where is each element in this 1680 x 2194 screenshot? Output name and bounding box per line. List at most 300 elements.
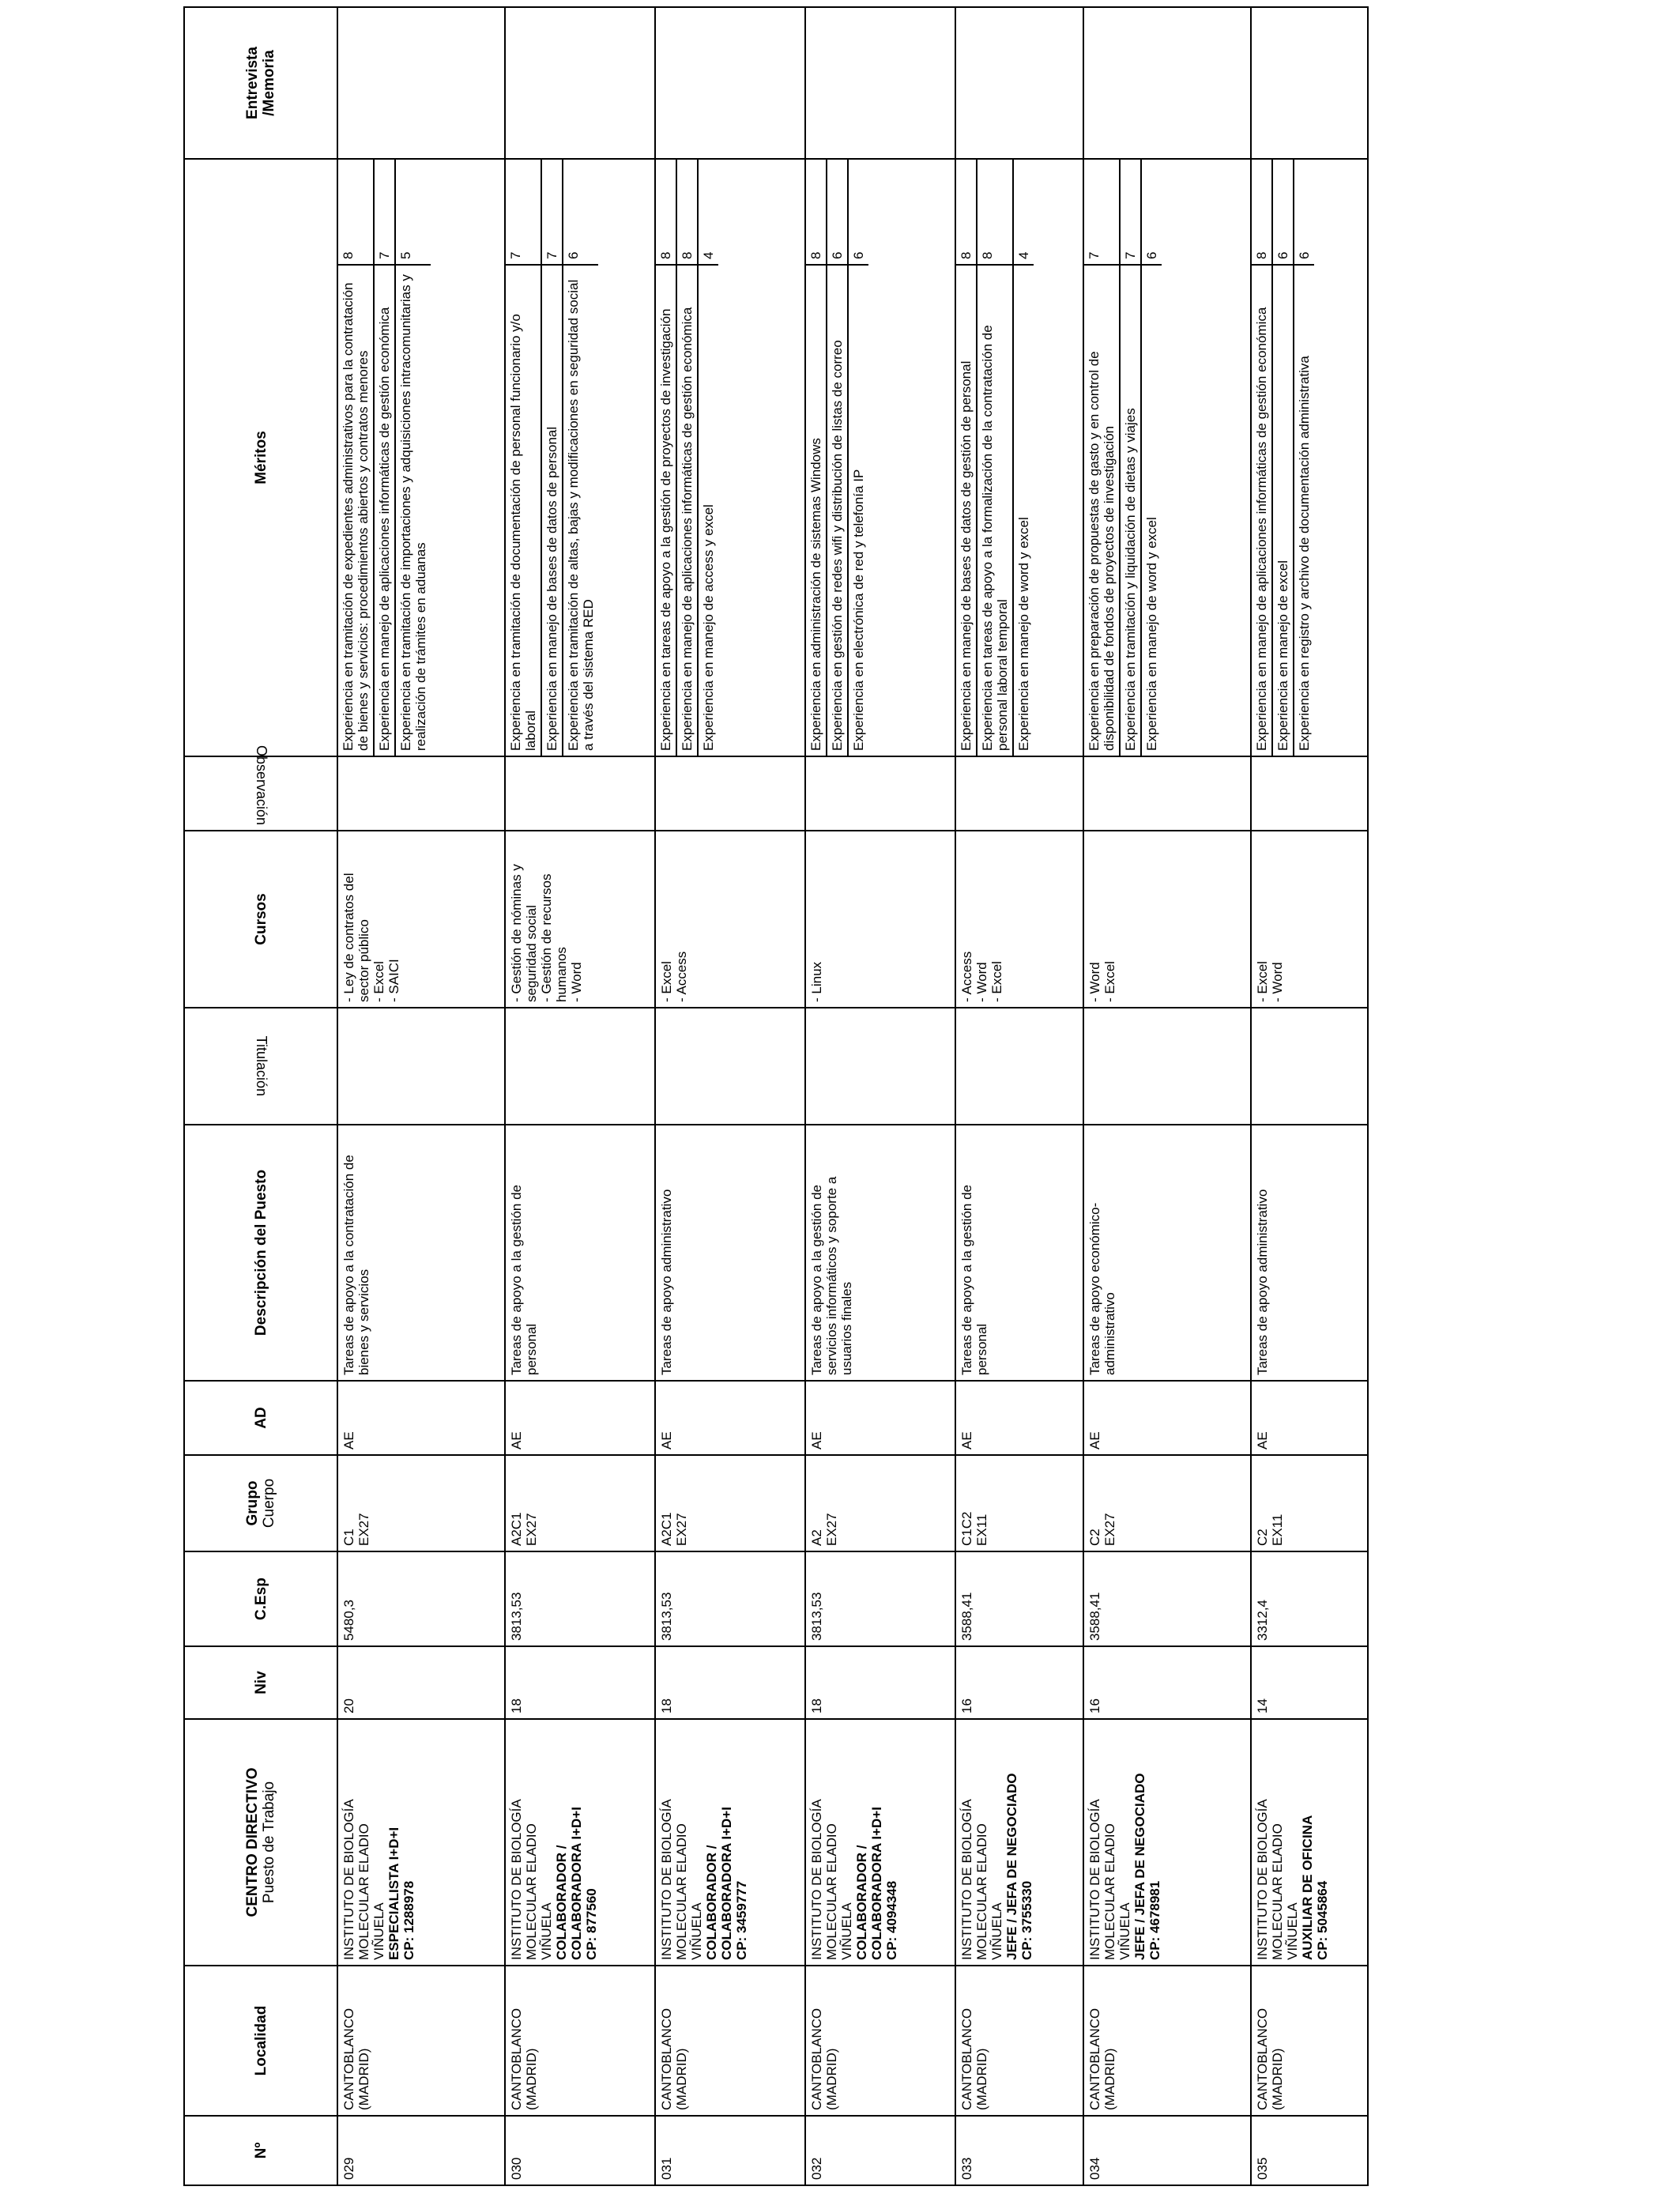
puesto-line: ESPECIALISTA I+D+I [386,1826,401,1960]
merit-text: Experiencia en manejo de access y excel [699,264,718,756]
localidad-line: (MADRID) [1270,2048,1285,2110]
cell-ad [1251,1381,1368,1455]
merit-score: 4 [1016,251,1031,259]
grupo-value: A2C1 [509,1512,524,1546]
ad-value: AE [809,1431,824,1449]
descripcion-text: Tareas de apoyo a la gestión de personal [959,1184,989,1375]
cell-cesp [805,1551,955,1646]
cell-cursos [805,831,955,1008]
puesto-line: CP: 3459777 [734,1880,749,1960]
cell-meritos [1251,159,1368,756]
ad-value: AE [509,1431,524,1449]
cell-descripcion [655,1125,805,1381]
cell-niv [337,1646,505,1719]
cell-centro [1251,1719,1368,1966]
cesp-value: 3312,4 [1255,1600,1270,1641]
merit-score: 6 [1297,251,1312,259]
merit-item [1014,160,1034,756]
cell-ad [1083,1381,1251,1455]
cell-num [805,2116,955,2185]
cell-descripcion [1083,1125,1251,1381]
header-cuerpo-label: Cuerpo [261,1478,277,1529]
centro-line: MOLECULAR ELADIO [974,1823,989,1960]
merit-score: 7 [1123,251,1138,259]
cell-observacion [955,756,1083,831]
descripcion-text: Tareas de apoyo administrativo [1255,1189,1270,1375]
centro-line: VIÑUELA [539,1902,554,1960]
cell-num [1083,2116,1251,2185]
row-number: 032 [809,2157,824,2180]
cell-grupo [1083,1455,1251,1551]
merit-text: Experiencia en manejo de excel [1273,264,1293,756]
row-number: 035 [1255,2157,1270,2180]
centro-line: MOLECULAR ELADIO [674,1823,689,1960]
merit-item [977,160,1014,756]
curso-line: - Gestión de recursos humanos [539,873,569,1002]
cell-localidad [955,1966,1083,2116]
puesto-line: CP: 877560 [584,1888,599,1960]
cell-observacion [655,756,805,831]
niv-value: 14 [1255,1698,1270,1713]
ad-value: AE [659,1431,674,1449]
cuerpo-value: EX27 [524,1513,539,1546]
merit-text: Experiencia en manejo de bases de datos de gestión de personal [956,264,976,756]
cell-centro [1083,1719,1251,1966]
curso-line: - Access [959,951,974,1002]
merit-item [806,160,827,756]
cesp-value: 3588,41 [959,1592,974,1641]
cell-niv [655,1646,805,1719]
header-cursos: Cursos [184,831,337,1008]
cesp-value: 3588,41 [1087,1592,1102,1641]
centro-line: INSTITUTO DE BIOLOGÍA [341,1799,356,1960]
cell-ad [955,1381,1083,1455]
header-grupo [184,1455,337,1551]
localidad-line: CANTOBLANCO [659,2007,674,2110]
centro-line: MOLECULAR ELADIO [1102,1823,1117,1960]
niv-value: 16 [1087,1698,1102,1713]
localidad-line: (MADRID) [524,2048,539,2110]
curso-line: - Access [674,951,689,1002]
header-ad: AD [184,1381,337,1455]
puesto-line: CP: 3755330 [1019,1880,1034,1960]
grupo-value: C2 [1255,1529,1270,1546]
curso-line: - Ley de contratos del sector público [341,873,371,1002]
cell-centro [655,1719,805,1966]
cell-entrevista [955,7,1083,159]
cell-cursos [505,831,655,1008]
cell-ad [805,1381,955,1455]
cuerpo-value: EX27 [1102,1513,1117,1546]
descripcion-text: Tareas de apoyo a la gestión de servicios informáticos y soporte a usuarios finales [809,1176,854,1375]
localidad-line: (MADRID) [356,2048,371,2110]
merit-item [1121,160,1142,756]
rotated-table-container [183,8,1330,2186]
localidad-line: (MADRID) [824,2048,839,2110]
cell-cesp [1251,1551,1368,1646]
curso-line: - Linux [809,961,824,1002]
centro-line: MOLECULAR ELADIO [524,1823,539,1960]
merit-item [699,160,718,756]
cell-entrevista [805,7,955,159]
cell-titulacion [1251,1008,1368,1125]
header-descripcion: Descripción del Puesto [184,1125,337,1381]
localidad-line: (MADRID) [974,2048,989,2110]
curso-line: - Gestión de nóminas y seguridad social [509,864,539,1002]
cell-observacion [337,756,505,831]
merit-item [1252,160,1273,756]
merit-text: Experiencia en tramitación de altas, bajas y modificaciones en seguridad social a través del sistema RED [563,264,598,756]
cell-localidad [1083,1966,1251,2116]
merit-score: 8 [658,251,673,259]
merit-score: 8 [1254,251,1269,259]
header-num: Nº [184,2116,337,2185]
row-number: 029 [341,2157,356,2180]
cell-meritos [1083,159,1251,756]
merit-score: 7 [508,251,523,259]
puesto-line: JEFE / JEFA DE NEGOCIADO [1004,1773,1019,1960]
header-centro [184,1719,337,1966]
cell-grupo [955,1455,1083,1551]
merit-item [656,160,677,756]
merit-text: Experiencia en gestión de redes wifi y distribución de listas de correo [827,264,847,756]
grupo-value: C1C2 [959,1511,974,1546]
merit-score: 8 [959,251,974,259]
cell-meritos [337,159,505,756]
cell-num [505,2116,655,2185]
localidad-line: CANTOBLANCO [809,2007,824,2110]
cuerpo-value: EX11 [1270,1514,1285,1546]
merit-item [1273,160,1294,756]
puesto-line: COLABORADORA I+D+I [719,1807,734,1960]
cell-ad [655,1381,805,1455]
merit-score: 4 [701,251,716,259]
cell-titulacion [1083,1008,1251,1125]
merit-item [956,160,977,756]
cell-descripcion [955,1125,1083,1381]
puesto-line: AUXILIAR DE OFICINA [1300,1815,1315,1960]
merit-text: Experiencia en manejo de aplicaciones informáticas de gestión económica [375,264,394,756]
table-row [1251,7,1368,2185]
header-meritos: Méritos [184,159,337,756]
puesto-line: JEFE / JEFA DE NEGOCIADO [1132,1773,1147,1960]
cell-titulacion [337,1008,505,1125]
cuerpo-value: EX27 [824,1513,839,1546]
header-titulacion-label: Titulación [253,1035,269,1097]
cell-entrevista [505,7,655,159]
cell-cursos [955,831,1083,1008]
table-row [805,7,955,2185]
merit-score: 6 [1275,251,1290,259]
header-localidad: Localidad [184,1966,337,2116]
cell-descripcion [337,1125,505,1381]
centro-line: VIÑUELA [1117,1902,1132,1960]
merit-text: Experiencia en tramitación de expedientes administrativos para la contratación de bienes y servicios: procedimientos abiertos y contratos menores [338,264,373,756]
cell-descripcion [805,1125,955,1381]
merit-text: Experiencia en manejo de bases de datos de personal [542,264,562,756]
centro-line: MOLECULAR ELADIO [356,1823,371,1960]
cell-entrevista [337,7,505,159]
localidad-line: (MADRID) [1102,2048,1117,2110]
curso-line: - SAICI [386,959,401,1002]
merit-text: Experiencia en manejo de word y excel [1014,264,1034,756]
merit-text: Experiencia en preparación de propuestas de gasto y en control de disponibilidad de fondos de proyectos de investigación [1084,264,1119,756]
merit-score: 6 [1144,251,1159,259]
merit-text: Experiencia en tramitación de importaciones y adquisiciones intracomunitarias y realización de trámites en aduanas [396,264,431,756]
merit-item [1294,160,1314,756]
centro-line: INSTITUTO DE BIOLOGÍA [809,1799,824,1960]
puesto-line: COLABORADORA I+D+I [569,1807,584,1960]
cell-cesp [1083,1551,1251,1646]
puesto-line: CP: 4678981 [1147,1880,1162,1960]
merit-item [563,160,598,756]
centro-line: INSTITUTO DE BIOLOGÍA [659,1799,674,1960]
merit-text: Experiencia en administración de sistemas Windows [806,264,826,756]
header-puesto-label: Puesto de Trabajo [261,1781,277,1904]
centro-line: INSTITUTO DE BIOLOGÍA [509,1799,524,1960]
merit-item [677,160,699,756]
cuerpo-value: EX11 [974,1514,989,1546]
localidad-line: CANTOBLANCO [341,2007,356,2110]
cell-grupo [505,1455,655,1551]
cell-titulacion [955,1008,1083,1125]
ad-value: AE [1087,1431,1102,1449]
merit-score: 8 [680,251,695,259]
niv-value: 16 [959,1698,974,1713]
cell-observacion [1083,756,1251,831]
centro-line: INSTITUTO DE BIOLOGÍA [1255,1799,1270,1960]
cell-localidad [337,1966,505,2116]
puesto-line: COLABORADOR / [854,1845,869,1960]
descripcion-text: Tareas de apoyo económico-administrativo [1087,1202,1117,1375]
merit-item [338,160,375,756]
ad-value: AE [1255,1431,1270,1449]
merit-score: 7 [377,251,392,259]
descripcion-text: Tareas de apoyo a la gestión de personal [509,1184,539,1375]
merit-text: Experiencia en manejo de aplicaciones informáticas de gestión económica [1252,264,1271,756]
cell-entrevista [655,7,805,159]
header-entrevista: Entrevista /Memoria [184,7,337,159]
cell-cursos [337,831,505,1008]
localidad-line: CANTOBLANCO [1087,2007,1102,2110]
cell-titulacion [505,1008,655,1125]
cell-titulacion [805,1008,955,1125]
header-row [184,7,337,2185]
cell-centro [805,1719,955,1966]
cell-cesp [955,1551,1083,1646]
merit-item [1084,160,1121,756]
merit-score: 7 [1087,251,1102,259]
header-observacion [184,745,337,831]
descripcion-text: Tareas de apoyo administrativo [659,1189,674,1375]
centro-line: MOLECULAR ELADIO [824,1823,839,1960]
header-observacion-label: Observación [253,745,269,825]
table-body [337,7,1368,2185]
centro-line: INSTITUTO DE BIOLOGÍA [1087,1799,1102,1960]
cell-niv [505,1646,655,1719]
cesp-value: 3813,53 [659,1592,674,1641]
centro-line: VIÑUELA [371,1902,386,1960]
niv-value: 20 [341,1698,356,1713]
merit-score: 6 [566,251,581,259]
curso-line: - Excel [371,961,386,1002]
cuerpo-value: EX27 [356,1513,371,1546]
merit-item [849,160,868,756]
merit-text: Experiencia en tramitación y liquidación de dietas y viajes [1121,264,1140,756]
merit-text: Experiencia en manejo de aplicaciones informáticas de gestión económica [677,264,697,756]
cell-num [337,2116,505,2185]
merit-text: Experiencia en registro y archivo de documentación administrativa [1294,264,1314,756]
cell-titulacion [655,1008,805,1125]
merit-score: 6 [830,251,845,259]
cell-cesp [655,1551,805,1646]
cell-grupo [337,1455,505,1551]
cesp-value: 3813,53 [809,1592,824,1641]
cell-ad [505,1381,655,1455]
table-row [955,7,1083,2185]
puesto-line: COLABORADOR / [704,1845,719,1960]
cell-centro [505,1719,655,1966]
cell-cursos [655,831,805,1008]
document-page [183,8,1330,2186]
cell-centro [337,1719,505,1966]
curso-line: - Excel [1102,961,1117,1002]
puesto-line: CP: 4094348 [884,1880,899,1960]
centro-line: VIÑUELA [689,1902,704,1960]
merit-text: Experiencia en tareas de apoyo a la gestión de proyectos de investigación [656,264,676,756]
merit-text: Experiencia en manejo de word y excel [1142,264,1162,756]
cell-niv [1251,1646,1368,1719]
table-row [655,7,805,2185]
cell-entrevista [1083,7,1251,159]
merit-score: 7 [544,251,559,259]
cell-observacion [1251,756,1368,831]
curso-line: - Word [569,962,584,1002]
cesp-value: 3813,53 [509,1592,524,1641]
cell-observacion [505,756,655,831]
header-grupo-label: Grupo [244,1480,261,1526]
merit-text: Experiencia en electrónica de red y telefonía IP [849,264,868,756]
niv-value: 18 [659,1698,674,1713]
cell-grupo [655,1455,805,1551]
centro-line: MOLECULAR ELADIO [1270,1823,1285,1960]
curso-line: - Word [1270,962,1285,1002]
cell-cursos [1251,831,1368,1008]
cell-localidad [1251,1966,1368,2116]
localidad-line: CANTOBLANCO [959,2007,974,2110]
merit-item [1142,160,1162,756]
centro-line: INSTITUTO DE BIOLOGÍA [959,1799,974,1960]
descripcion-text: Tareas de apoyo a la contratación de bienes y servicios [341,1155,371,1375]
localidad-line: (MADRID) [674,2048,689,2110]
cell-cesp [337,1551,505,1646]
cell-meritos [655,159,805,756]
ad-value: AE [341,1431,356,1449]
cell-num [1251,2116,1368,2185]
cell-centro [955,1719,1083,1966]
cell-meritos [955,159,1083,756]
cell-niv [955,1646,1083,1719]
curso-line: - Excel [989,961,1004,1002]
row-number: 030 [509,2157,524,2180]
merit-item [506,160,542,756]
localidad-line: CANTOBLANCO [1255,2007,1270,2110]
grupo-value: C2 [1087,1529,1102,1546]
merit-text: Experiencia en tramitación de documentación de personal funcionario y/o laboral [506,264,541,756]
cell-niv [805,1646,955,1719]
cell-localidad [805,1966,955,2116]
table-row [505,7,655,2185]
centro-line: VIÑUELA [839,1902,854,1960]
cell-meritos [505,159,655,756]
grupo-value: A2C1 [659,1512,674,1546]
merit-item [396,160,431,756]
merit-score: 5 [398,251,413,259]
merit-text: Experiencia en tareas de apoyo a la formalización de la contratación de personal laboral temporal [977,264,1012,756]
puesto-line: CP: 1288978 [401,1880,416,1960]
cell-ad [337,1381,505,1455]
cell-cesp [505,1551,655,1646]
cell-niv [1083,1646,1251,1719]
puesto-line: CP: 5045864 [1315,1880,1330,1960]
curso-line: - Excel [659,961,674,1002]
merit-item [542,160,563,756]
niv-value: 18 [509,1698,524,1713]
merit-score: 8 [808,251,823,259]
row-number: 031 [659,2157,674,2180]
centro-line: VIÑUELA [989,1902,1004,1960]
niv-value: 18 [809,1698,824,1713]
cesp-value: 5480,3 [341,1600,356,1641]
curso-line: - Word [974,962,989,1002]
localidad-line: CANTOBLANCO [509,2007,524,2110]
positions-table [183,6,1369,2186]
puesto-line: COLABORADORA I+D+I [869,1807,884,1960]
curso-line: - Excel [1255,961,1270,1002]
merit-item [827,160,849,756]
merit-score: 6 [851,251,866,259]
cell-localidad [655,1966,805,2116]
cell-descripcion [1251,1125,1368,1381]
table-row [337,7,505,2185]
curso-line: - Word [1087,962,1102,1002]
cell-meritos [805,159,955,756]
cell-entrevista [1251,7,1368,159]
merit-score: 8 [980,251,995,259]
header-titulacion [184,1008,337,1125]
header-cesp: C.Esp [184,1551,337,1646]
row-number: 034 [1087,2157,1102,2180]
cell-grupo [805,1455,955,1551]
ad-value: AE [959,1431,974,1449]
merit-item [375,160,396,756]
merit-score: 8 [341,251,356,259]
row-number: 033 [959,2157,974,2180]
cell-observacion [805,756,955,831]
cell-cursos [1083,831,1251,1008]
puesto-line: COLABORADOR / [554,1845,569,1960]
table-row [1083,7,1251,2185]
header-centro-label: CENTRO DIRECTIVO [244,1767,261,1917]
grupo-value: C1 [341,1529,356,1546]
cell-num [655,2116,805,2185]
cell-num [955,2116,1083,2185]
cuerpo-value: EX27 [674,1513,689,1546]
cell-grupo [1251,1455,1368,1551]
cell-localidad [505,1966,655,2116]
cell-descripcion [505,1125,655,1381]
grupo-value: A2 [809,1529,824,1546]
